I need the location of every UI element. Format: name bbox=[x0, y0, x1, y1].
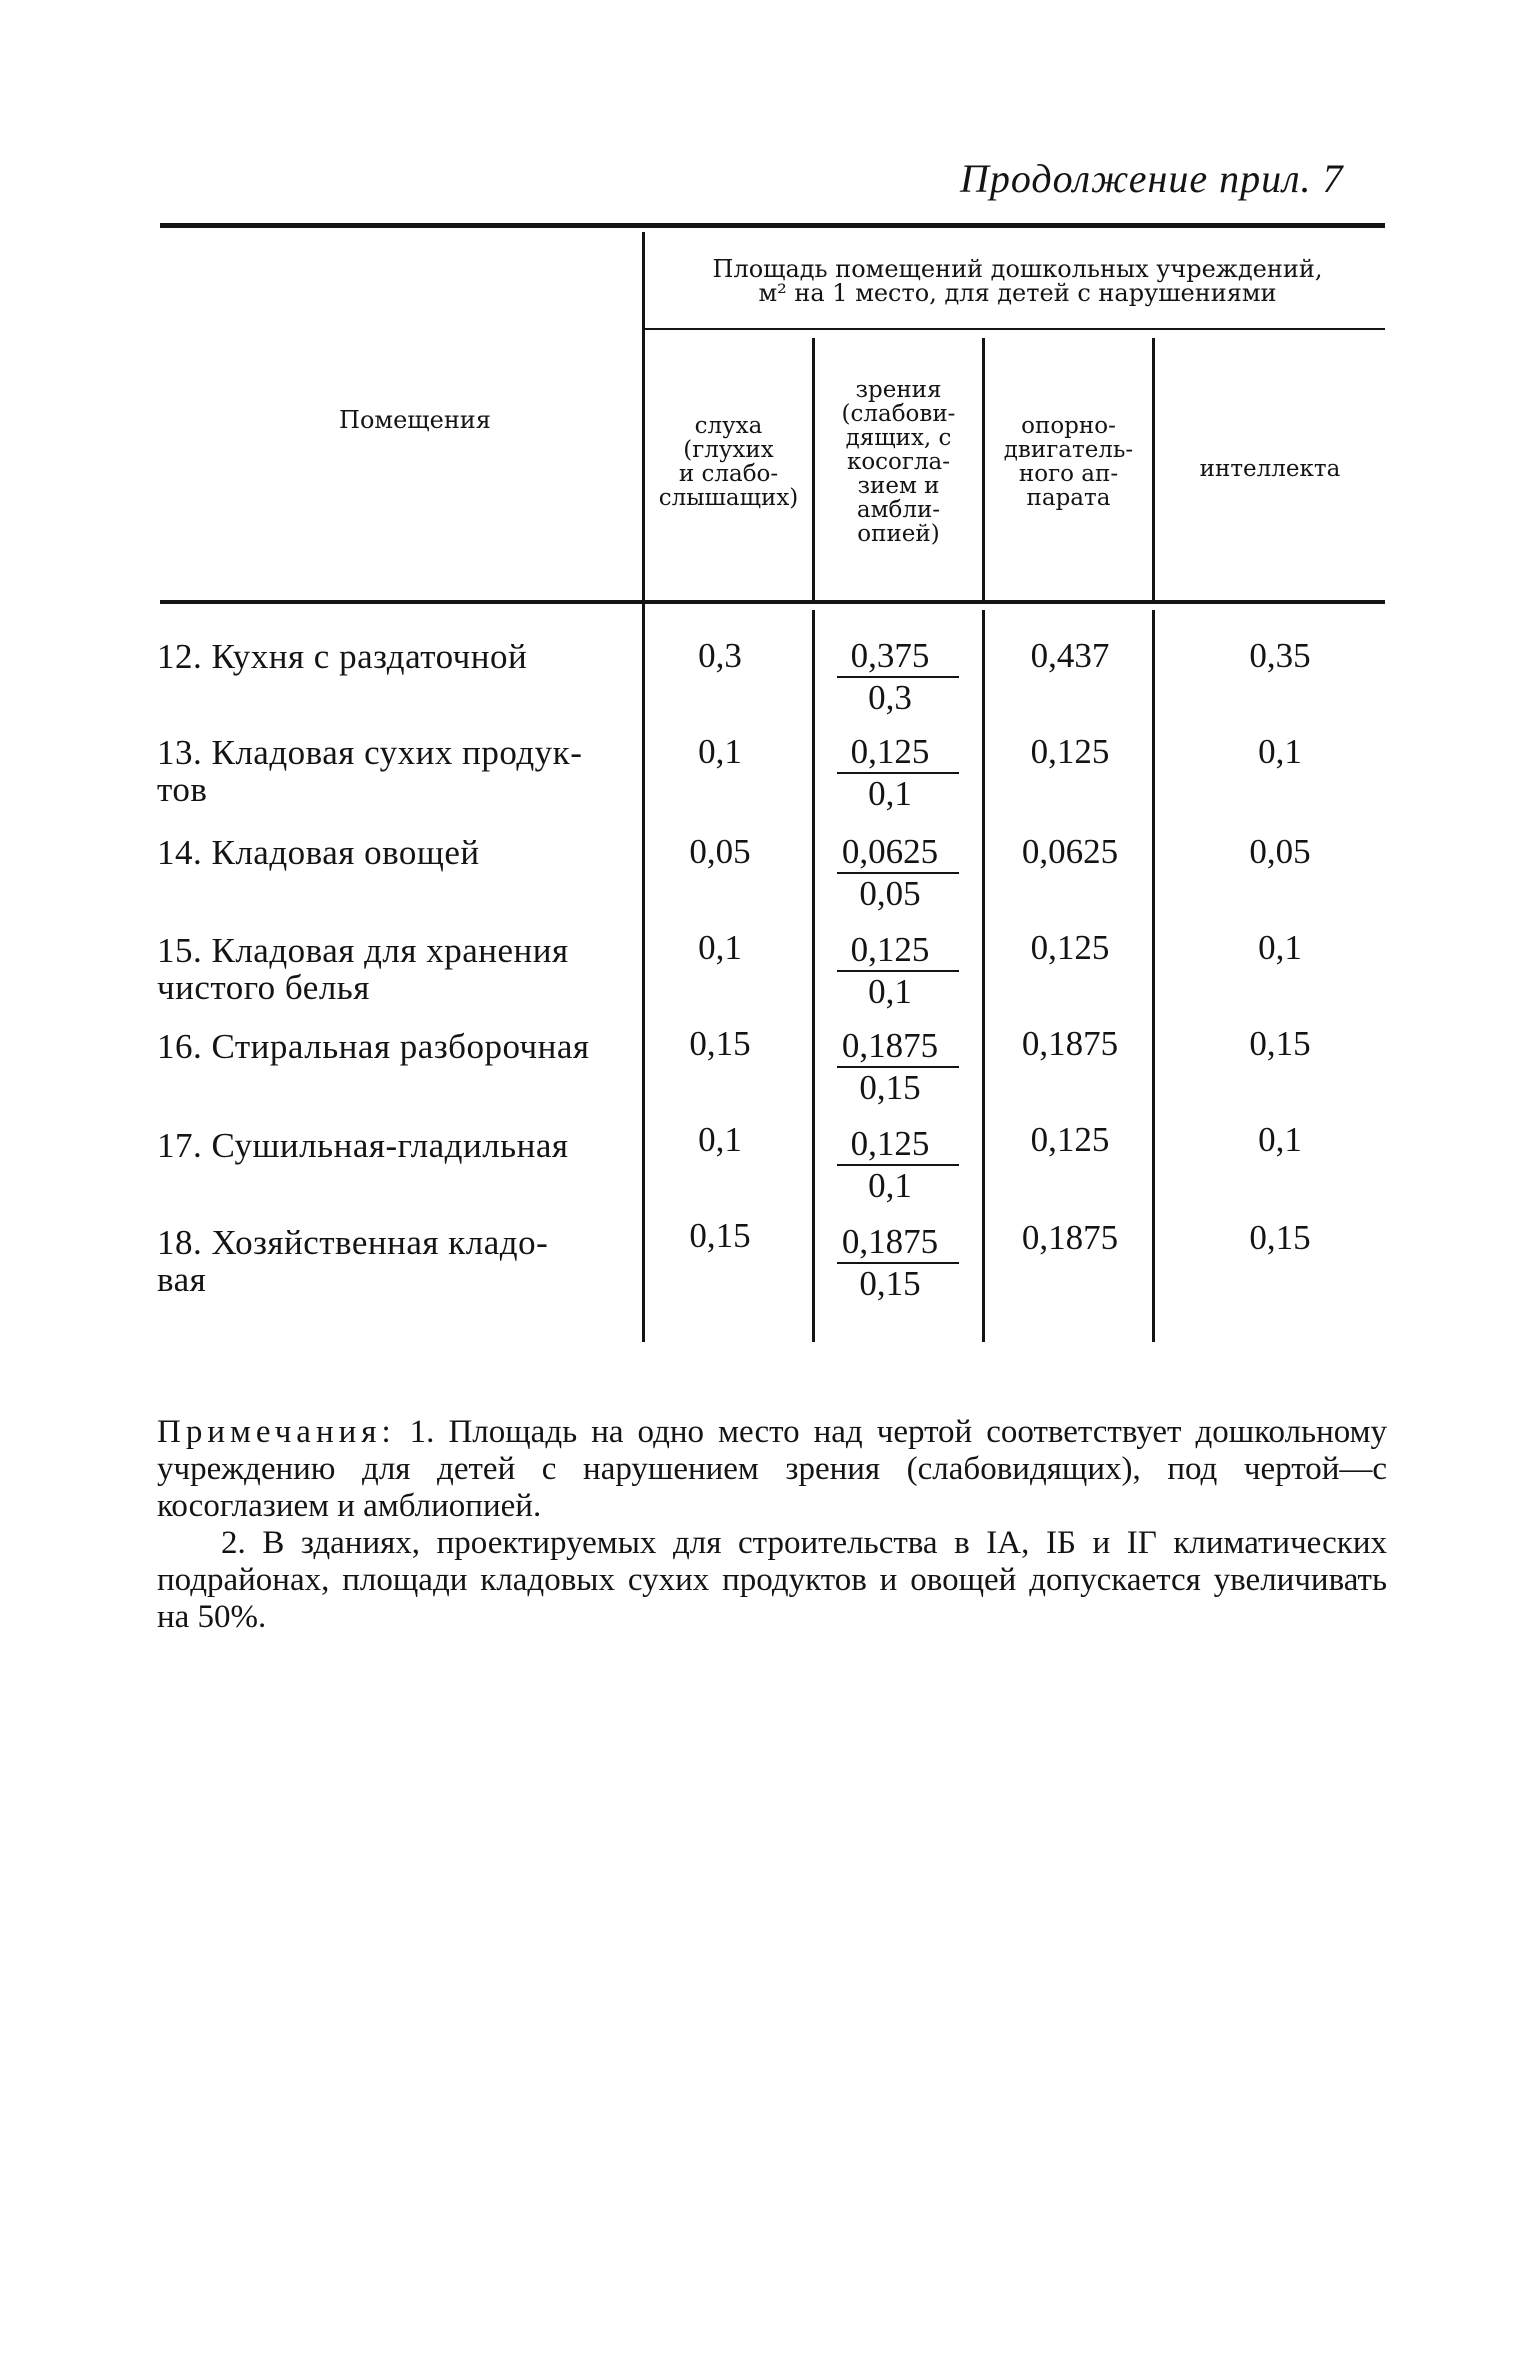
row-name-14 bbox=[157, 834, 642, 871]
cell-hearing: 0,05 bbox=[689, 832, 751, 871]
cell-hearing: 0,1 bbox=[698, 928, 742, 967]
column-header-line: зрения bbox=[855, 377, 942, 403]
group-header-line: Площадь помещений дошкольных учреждений, bbox=[712, 255, 1323, 283]
table-top-rule bbox=[160, 223, 1385, 228]
row-name-line: 13. Кладовая сухих продук- bbox=[157, 733, 583, 772]
cell-vision-fraction bbox=[815, 638, 965, 715]
cell-hearing: 0,1 bbox=[698, 732, 742, 771]
cell-intellect: 0,1 bbox=[1258, 732, 1302, 771]
cell-motor: 0,1875 bbox=[1021, 1024, 1119, 1063]
column-header-hearing bbox=[645, 414, 812, 510]
running-head: Продолжение прил. 7 bbox=[960, 156, 1344, 201]
column-header-line: косогла- bbox=[846, 449, 951, 475]
row-name-17 bbox=[157, 1127, 642, 1164]
cell-hearing: 0,1 bbox=[698, 1120, 742, 1159]
row-name-line: 16. Стиральная разборочная bbox=[157, 1027, 590, 1066]
cell-vision-fraction bbox=[815, 1028, 965, 1105]
column-header-line: двигатель- bbox=[1003, 437, 1134, 463]
column-header-line: парата bbox=[1026, 485, 1111, 511]
row-name-line: 15. Кладовая для хранения bbox=[157, 931, 569, 970]
cell-vision-fraction bbox=[815, 734, 965, 811]
column-divider-rooms bbox=[642, 232, 645, 1342]
row-name-12 bbox=[157, 638, 642, 675]
notes-block bbox=[157, 1414, 1387, 1636]
fraction-denominator: 0,1 bbox=[868, 972, 912, 1011]
row-name-line: 12. Кухня с раздаточной bbox=[157, 637, 528, 676]
group-header-rule bbox=[645, 328, 1385, 330]
row-name-16 bbox=[157, 1028, 642, 1065]
column-header-line: опорно- bbox=[1021, 413, 1116, 439]
column-header-vision bbox=[815, 378, 982, 546]
cell-hearing: 0,3 bbox=[698, 636, 742, 675]
fraction-denominator: 0,15 bbox=[859, 1264, 921, 1303]
cell-intellect: 0,05 bbox=[1249, 832, 1311, 871]
cell-motor: 0,437 bbox=[1030, 636, 1110, 675]
column-header-line: амбли- bbox=[856, 497, 941, 523]
fraction-numerator: 0,125 bbox=[850, 930, 930, 969]
cell-motor: 0,125 bbox=[1030, 928, 1110, 967]
note-2: 2. В зданиях, проектируемых для строительства в IА, IБ и IГ климатических подрайонах, площади кладовых сухих продуктов и овощей допускается увеличивать на 50%. bbox=[157, 1525, 1387, 1635]
cell-intellect: 0,1 bbox=[1258, 1120, 1302, 1159]
cell-intellect: 0,15 bbox=[1249, 1218, 1311, 1257]
row-name-line: тов bbox=[157, 770, 208, 809]
cell-intellect: 0,1 bbox=[1258, 928, 1302, 967]
cell-intellect: 0,35 bbox=[1249, 636, 1311, 675]
column-header-line: слышащих) bbox=[658, 485, 799, 511]
column-header-intellect bbox=[1155, 457, 1385, 481]
fraction-denominator: 0,05 bbox=[859, 874, 921, 913]
cell-motor: 0,1875 bbox=[1021, 1218, 1119, 1257]
row-name-15 bbox=[157, 932, 642, 1006]
cell-vision-fraction bbox=[815, 834, 965, 911]
fraction-denominator: 0,15 bbox=[859, 1068, 921, 1107]
row-name-18 bbox=[157, 1224, 642, 1298]
rooms-column-header: Помещения bbox=[339, 406, 491, 434]
row-name-line: 17. Сушильная-гладильная bbox=[157, 1126, 569, 1165]
column-header-line: дящих, с bbox=[845, 425, 952, 451]
column-header-motor bbox=[985, 414, 1152, 510]
cell-vision-fraction bbox=[815, 1224, 965, 1301]
fraction-numerator: 0,1875 bbox=[841, 1222, 939, 1261]
cell-hearing: 0,15 bbox=[689, 1216, 751, 1255]
cell-intellect: 0,15 bbox=[1249, 1024, 1311, 1063]
fraction-numerator: 0,375 bbox=[850, 636, 930, 675]
column-divider-vision-body bbox=[982, 610, 985, 1342]
fraction-denominator: 0,1 bbox=[868, 1166, 912, 1205]
notes-lead: Примечания: bbox=[157, 1414, 396, 1450]
column-divider-motor-body bbox=[1152, 610, 1155, 1342]
row-name-line: 14. Кладовая овощей bbox=[157, 833, 480, 872]
cell-motor: 0,125 bbox=[1030, 732, 1110, 771]
fraction-denominator: 0,1 bbox=[868, 774, 912, 813]
fraction-numerator: 0,125 bbox=[850, 732, 930, 771]
row-name-line: 18. Хозяйственная кладо- bbox=[157, 1223, 549, 1262]
note-1 bbox=[157, 1414, 1387, 1525]
column-header-line: интеллекта bbox=[1199, 456, 1341, 482]
fraction-numerator: 0,125 bbox=[850, 1124, 930, 1163]
fraction-numerator: 0,0625 bbox=[841, 832, 939, 871]
column-header-line: слуха bbox=[694, 413, 763, 439]
row-name-line: вая bbox=[157, 1260, 207, 1299]
column-header-line: (глухих bbox=[683, 437, 774, 463]
group-header-line: м² на 1 место, для детей с нарушениями bbox=[758, 279, 1277, 307]
fraction-denominator: 0,3 bbox=[868, 678, 912, 717]
column-header-line: и слабо- bbox=[678, 461, 779, 487]
note-1-text: 1. Площадь на одно место над чертой соответствует дошкольному учреждению для детей с нарушением зрения (слабовидящих), под чертой—с косоглазием и амблиопией. bbox=[157, 1414, 1387, 1524]
cell-motor: 0,125 bbox=[1030, 1120, 1110, 1159]
row-name-13 bbox=[157, 734, 642, 808]
cell-hearing: 0,15 bbox=[689, 1024, 751, 1063]
fraction-numerator: 0,1875 bbox=[841, 1026, 939, 1065]
group-header bbox=[655, 257, 1380, 305]
cell-vision-fraction bbox=[815, 1126, 965, 1203]
row-name-line: чистого белья bbox=[157, 968, 370, 1007]
header-bottom-rule bbox=[160, 600, 1385, 604]
cell-motor: 0,0625 bbox=[1021, 832, 1119, 871]
column-header-line: зием и bbox=[857, 473, 940, 499]
column-header-line: опией) bbox=[857, 521, 940, 547]
cell-vision-fraction bbox=[815, 932, 965, 1009]
column-header-line: ного ап- bbox=[1018, 461, 1119, 487]
column-header-line: (слабови- bbox=[841, 401, 956, 427]
